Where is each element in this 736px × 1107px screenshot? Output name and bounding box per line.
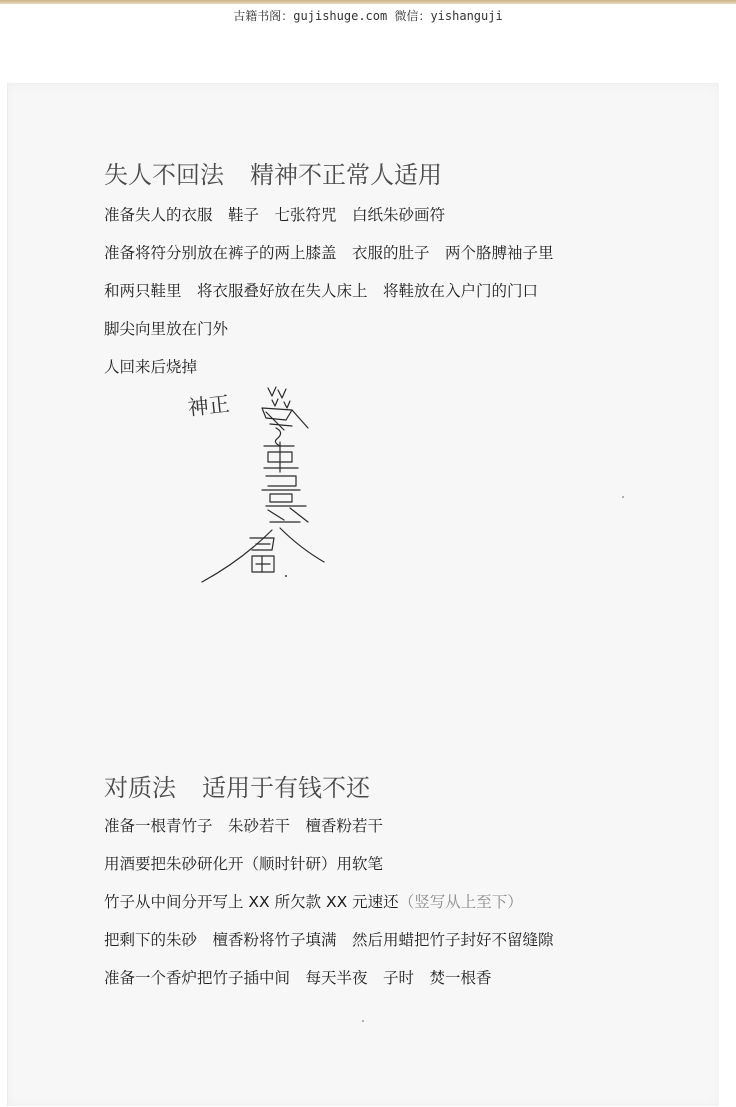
instruction-line: 把剩下的朱砂 檀香粉将竹子填满 然后用蜡把竹子封好不留缝隙 bbox=[104, 931, 554, 949]
instruction-line: 准备一根青竹子 朱砂若干 檀香粉若干 bbox=[104, 817, 384, 835]
talisman-label: 神正 bbox=[186, 391, 231, 421]
section-lost-person-method bbox=[104, 158, 554, 386]
instruction-line: 脚尖向里放在门外 bbox=[104, 320, 229, 338]
instruction-line: 准备失人的衣服 鞋子 七张符咒 白纸朱砂画符 bbox=[104, 206, 446, 224]
talisman-drawing bbox=[180, 380, 340, 590]
section-title bbox=[104, 158, 554, 192]
scan-speck bbox=[362, 1020, 364, 1022]
section-confrontation-method bbox=[104, 771, 554, 997]
scan-speck bbox=[622, 496, 624, 498]
instruction-line bbox=[104, 883, 554, 921]
section-title-main: 失人不回法 bbox=[104, 161, 224, 189]
instruction-line: 人回来后烧掉 bbox=[104, 358, 198, 376]
instruction-line: 用酒要把朱砂研化开（顺时针研）用软笔 bbox=[104, 855, 384, 873]
instruction-line: 准备将符分别放在裤子的两上膝盖 衣服的肚子 两个胳膊袖子里 bbox=[104, 244, 554, 262]
section-title-main: 对质法 bbox=[104, 774, 176, 802]
site-watermark-header: 古籍书阁：gujishuge.com 微信：yishanguji bbox=[233, 9, 503, 23]
section-title-subtitle: 适用于有钱不还 bbox=[202, 774, 370, 802]
section-title-subtitle: 精神不正常人适用 bbox=[250, 161, 442, 189]
instruction-line-note: （竖写从上至下） bbox=[398, 893, 523, 911]
instruction-line-main: 竹子从中间分开写上 XX 所欠款 XX 元速还 bbox=[104, 893, 399, 911]
instruction-line: 准备一个香炉把竹子插中间 每天半夜 子时 焚一根香 bbox=[104, 969, 492, 987]
top-border-rule bbox=[0, 0, 736, 4]
instruction-line: 和两只鞋里 将衣服叠好放在失人床上 将鞋放在入户门的门口 bbox=[104, 282, 539, 300]
section-title bbox=[104, 771, 554, 805]
ink-dot bbox=[285, 575, 287, 577]
talisman-sketch-svg bbox=[180, 380, 340, 590]
